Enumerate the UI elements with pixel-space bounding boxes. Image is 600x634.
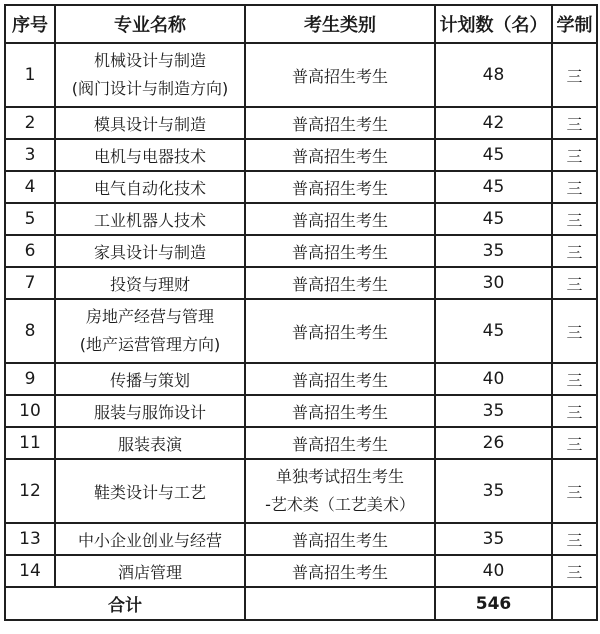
cell-plan: 26 [435, 427, 552, 459]
cell-category [245, 139, 435, 171]
cell-no: 10 [5, 395, 55, 427]
table-row [5, 523, 597, 555]
cell-category-line: 普高招生考生 [291, 146, 388, 166]
cell-category [245, 459, 435, 523]
cell-major-line: 电机与电器技术 [93, 146, 206, 166]
cell-category-line: 普高招生考生 [291, 402, 388, 422]
header-plan: 计划数（名） [435, 5, 552, 43]
cell-years: 三 [552, 459, 597, 523]
total-label: 合计 [5, 587, 245, 620]
cell-category [245, 523, 435, 555]
table-row [5, 107, 597, 139]
cell-category-line: 普高招生考生 [291, 530, 388, 550]
total-plan: 546 [435, 587, 552, 620]
cell-major [55, 299, 245, 363]
cell-category [245, 395, 435, 427]
table-body [5, 43, 597, 587]
cell-years: 三 [552, 235, 597, 267]
cell-category [245, 555, 435, 587]
cell-years: 三 [552, 43, 597, 107]
cell-category-line: 普高招生考生 [291, 322, 388, 342]
cell-major-line: 服装与服饰设计 [93, 402, 206, 422]
cell-plan: 48 [435, 43, 552, 107]
cell-no: 2 [5, 107, 55, 139]
cell-major-line: 家具设计与制造 [93, 242, 206, 262]
cell-no: 1 [5, 43, 55, 107]
cell-years: 三 [552, 299, 597, 363]
table-row [5, 171, 597, 203]
cell-major [55, 203, 245, 235]
table-row [5, 235, 597, 267]
table-row [5, 299, 597, 363]
cell-major [55, 555, 245, 587]
cell-category [245, 363, 435, 395]
cell-years: 三 [552, 363, 597, 395]
cell-plan: 35 [435, 235, 552, 267]
cell-category [245, 235, 435, 267]
header-years: 学制 [552, 5, 597, 43]
cell-no: 4 [5, 171, 55, 203]
cell-category-line: 普高招生考生 [291, 370, 388, 390]
cell-plan: 35 [435, 523, 552, 555]
cell-category [245, 43, 435, 107]
cell-major [55, 235, 245, 267]
cell-years: 三 [552, 171, 597, 203]
cell-major-line: 投资与理财 [109, 274, 190, 294]
cell-years: 三 [552, 267, 597, 299]
cell-years: 三 [552, 523, 597, 555]
cell-major [55, 427, 245, 459]
cell-major [55, 107, 245, 139]
table-row [5, 43, 597, 107]
cell-major [55, 43, 245, 107]
cell-major-line: 中小企业创业与经营 [77, 530, 222, 550]
cell-category [245, 171, 435, 203]
cell-years: 三 [552, 427, 597, 459]
cell-category-line: 普高招生考生 [291, 114, 388, 134]
cell-major [55, 171, 245, 203]
cell-major-line: 服装表演 [117, 434, 182, 454]
cell-plan: 35 [435, 459, 552, 523]
cell-plan: 45 [435, 203, 552, 235]
cell-major [55, 523, 245, 555]
cell-major-line: 传播与策划 [109, 370, 190, 390]
table-row [5, 459, 597, 523]
cell-no: 13 [5, 523, 55, 555]
cell-plan: 45 [435, 299, 552, 363]
cell-plan: 45 [435, 171, 552, 203]
cell-plan: 30 [435, 267, 552, 299]
cell-category-line: 普高招生考生 [291, 178, 388, 198]
cell-category-line: -艺术类（工艺美术） [265, 495, 415, 514]
cell-no: 12 [5, 459, 55, 523]
cell-no: 6 [5, 235, 55, 267]
header-major: 专业名称 [55, 5, 245, 43]
total-years-empty [552, 587, 597, 620]
table-row [5, 203, 597, 235]
cell-category-line: 普高招生考生 [291, 242, 388, 262]
cell-major-line: 鞋类设计与工艺 [93, 482, 206, 502]
cell-major [55, 363, 245, 395]
cell-plan: 35 [435, 395, 552, 427]
cell-no: 8 [5, 299, 55, 363]
cell-years: 三 [552, 555, 597, 587]
cell-category-line: 单独考试招生考生 [275, 467, 404, 486]
cell-major [55, 267, 245, 299]
cell-major-line: 电气自动化技术 [93, 178, 206, 198]
cell-category [245, 299, 435, 363]
cell-major-line: 机械设计与制造 [93, 51, 206, 70]
cell-major-line: 酒店管理 [117, 562, 182, 582]
cell-major-line: (地产运营管理方向) [79, 335, 221, 354]
cell-years: 三 [552, 203, 597, 235]
header-no: 序号 [5, 5, 55, 43]
cell-plan: 40 [435, 555, 552, 587]
table-row [5, 363, 597, 395]
cell-category-line: 普高招生考生 [291, 66, 388, 86]
cell-category [245, 267, 435, 299]
cell-no: 14 [5, 555, 55, 587]
header-row [5, 5, 597, 43]
cell-major [55, 139, 245, 171]
cell-no: 9 [5, 363, 55, 395]
cell-years: 三 [552, 139, 597, 171]
cell-category [245, 427, 435, 459]
cell-major-line: 房地产经营与管理 [85, 307, 214, 326]
table-row [5, 267, 597, 299]
table-row [5, 139, 597, 171]
total-category-empty [245, 587, 435, 620]
total-row [5, 587, 597, 620]
cell-major-line: (阀门设计与制造方向) [71, 79, 229, 98]
page [0, 4, 600, 634]
cell-major [55, 395, 245, 427]
cell-years: 三 [552, 107, 597, 139]
cell-plan: 40 [435, 363, 552, 395]
cell-category-line: 普高招生考生 [291, 562, 388, 582]
table-row [5, 427, 597, 459]
cell-plan: 45 [435, 139, 552, 171]
cell-major-line: 工业机器人技术 [93, 210, 206, 230]
cell-category [245, 203, 435, 235]
header-category: 考生类别 [245, 5, 435, 43]
cell-no: 11 [5, 427, 55, 459]
cell-no: 3 [5, 139, 55, 171]
cell-category-line: 普高招生考生 [291, 434, 388, 454]
cell-no: 5 [5, 203, 55, 235]
table-row [5, 555, 597, 587]
cell-plan: 42 [435, 107, 552, 139]
table-row [5, 395, 597, 427]
cell-major [55, 459, 245, 523]
cell-no: 7 [5, 267, 55, 299]
cell-years: 三 [552, 395, 597, 427]
cell-category [245, 107, 435, 139]
cell-major-line: 模具设计与制造 [93, 114, 206, 134]
enrollment-plan-table [4, 4, 598, 621]
cell-category-line: 普高招生考生 [291, 210, 388, 230]
cell-category-line: 普高招生考生 [291, 274, 388, 294]
